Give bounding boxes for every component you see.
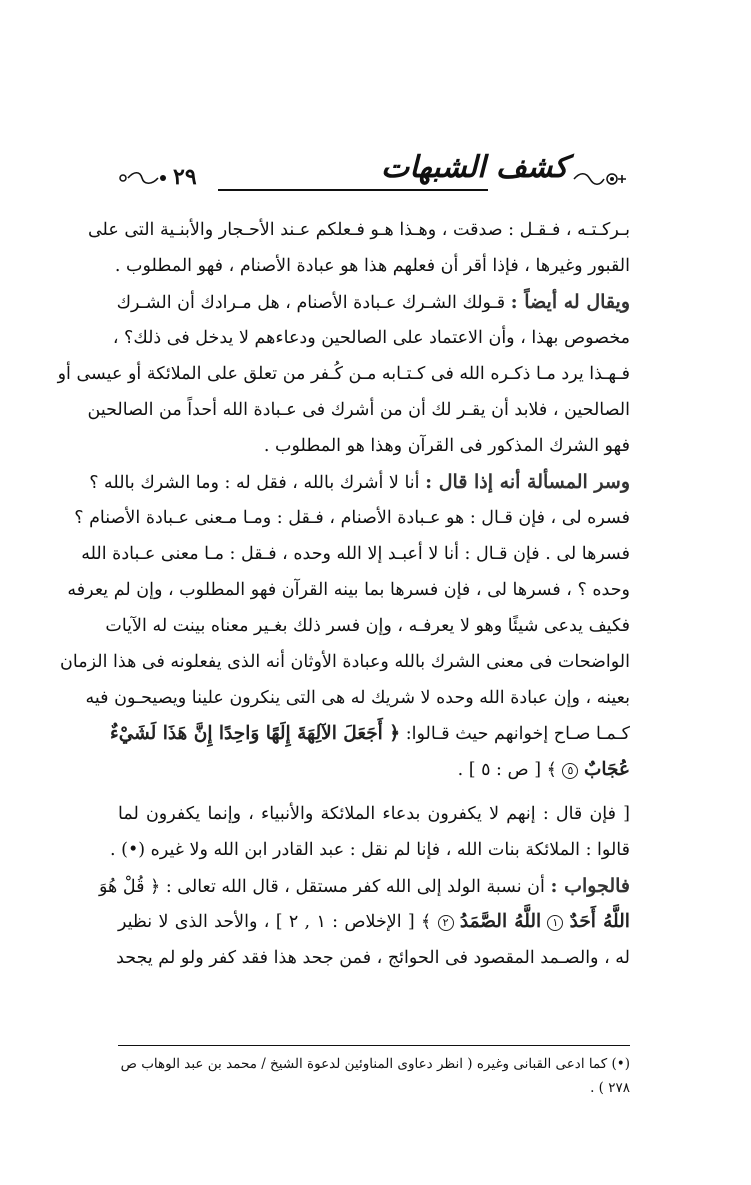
- text-line: فـهـذا يرد مـا ذكـره الله فى كـتـابه مـن كُـفر من تعلق على الملائكة أو عيسى أو: [57, 364, 630, 384]
- quran-verse: اللَّهُ أَحَدٌ: [569, 911, 630, 932]
- paragraph-first-line: [89, 464, 630, 500]
- paragraph-lead: وسر المسألة أنه إذا قال :: [425, 471, 630, 493]
- text-line: بـركـتـه ، فـقـل : صدقت ، وهـذا هـو فـعلكم عـند الأحـجار والأبنـية التى على: [87, 220, 630, 240]
- footnote-rule: [118, 1045, 630, 1046]
- ayah-line: [118, 752, 630, 788]
- ornament-left-icon: [118, 170, 168, 186]
- paragraph-lead: فالجواب :: [550, 875, 630, 897]
- text-line: فهو الشرك المذكور فى القرآن وهذا هو المطلوب .: [263, 436, 630, 456]
- verse-number: ٥: [562, 763, 578, 779]
- book-title: كشف الشبهات: [380, 150, 568, 185]
- page-number: ٢٩: [173, 164, 197, 190]
- paragraph-gap: [118, 788, 630, 796]
- text-span: كـمـا صـاح إخوانهم حيث قـالوا:: [405, 724, 630, 744]
- text-line: قالوا : الملائكة بنات الله ، فإنا لم نقل : عبد القادر ابن الله ولا غيره (•) .: [110, 840, 630, 860]
- text-line: فسره لى ، فإن قـال : هو عـبادة الأصنام ، فـقل : ومـا مـعنى عـبادة الأصنام ؟: [74, 508, 630, 528]
- ayah-line: [118, 904, 630, 940]
- verse-number: ١: [547, 915, 563, 931]
- quran-verse: ﴿ أَجَعَلَ الآلِهَةَ إِلَهًا وَاحِدًا إِنَّ هَذَا لَشَيْءٌ: [110, 723, 401, 744]
- text-line: بعينه ، وإن عبادة الله وحده لا شريك له هى التى ينكرون علينا ويصيحـون فيه: [85, 688, 630, 708]
- text-span: أن نسبة الولد إلى الله كفر مستقل ، قال الله تعالى : ﴿ قُلْ هُوَ: [98, 877, 545, 897]
- text-line: مخصوص بهذا ، وأن الاعتماد على الصالحين ودعاءهم لا يدخل فى ذلك؟ ،: [112, 328, 630, 348]
- paragraph-first-line: [118, 284, 630, 320]
- text-line: له ، والصـمد المقصود فى الحوائج ، فمن جحد هذا فقد كفر ولو لم يجحد: [116, 948, 630, 968]
- text-span: قـولك الشـرك عـبادة الأصنام ، هل مـرادك أن الشـرك: [116, 293, 506, 313]
- ayah-line: [110, 716, 630, 752]
- text-line: [ فإن قال : إنهم لا يكفرون بدعاء الملائكة والأنبياء ، وإنما يكفرون لما: [118, 804, 630, 824]
- text-span: ﴾ [ الإخلاص : ١ , ٢ ] ، والأحد الذى لا نظير: [118, 912, 432, 932]
- verse-number: ٢: [438, 915, 454, 931]
- footnote: (•) كما ادعى القبانى وغيره ( انظر دعاوى المناوئين لدعوة الشيخ / محمد بن عبد الوهاب ص ٢٧٨ ) .: [120, 1056, 630, 1096]
- header-rule: [218, 189, 488, 191]
- text-line: وحده ؟ ، فسرها لى ، فإن فسرها بما بينه القرآن فهو المطلوب ، وإن لم يعرفه: [67, 580, 630, 600]
- paragraph-lead: ويقال له أيضاً :: [510, 291, 630, 313]
- text-span: أنا لا أشرك بالله ، فقل له : وما الشرك بالله ؟: [89, 473, 420, 493]
- paragraph-first-line: [98, 868, 630, 904]
- text-line: الواضحات فى معنى الشرك بالله وعبادة الأوثان أنه الذى يفعلونه فى هذا الزمان: [60, 652, 630, 672]
- text-line: الصالحين ، فلابد أن يقـر لك أن من أشرك فى عـبادة الله أحداً من الصالحين: [87, 400, 630, 420]
- quran-verse: اللَّهُ الصَّمَدُ: [459, 911, 542, 932]
- quran-verse: عُجَابٌ: [583, 759, 630, 780]
- running-header: [118, 150, 628, 210]
- text-line: فكيف يدعى شيئًا وهو لا يعرفـه ، وإن فسر ذلك بغـير معناه بينت له الآيات: [105, 616, 630, 636]
- text-line: فسرها لى . فإن قـال : أنا لا أعبـد إلا الله وحده ، فـقل : مـا معنى عـبادة الله: [81, 544, 630, 564]
- text-line: القبور وغيرها ، فإذا أقر أن فعلهم هذا هو عبادة الأصنام ، فهو المطلوب .: [114, 256, 630, 276]
- verse-reference: ﴾ [ ص : ٥ ] .: [457, 760, 557, 780]
- ornament-right-icon: [572, 170, 628, 188]
- page-body: [57, 212, 630, 976]
